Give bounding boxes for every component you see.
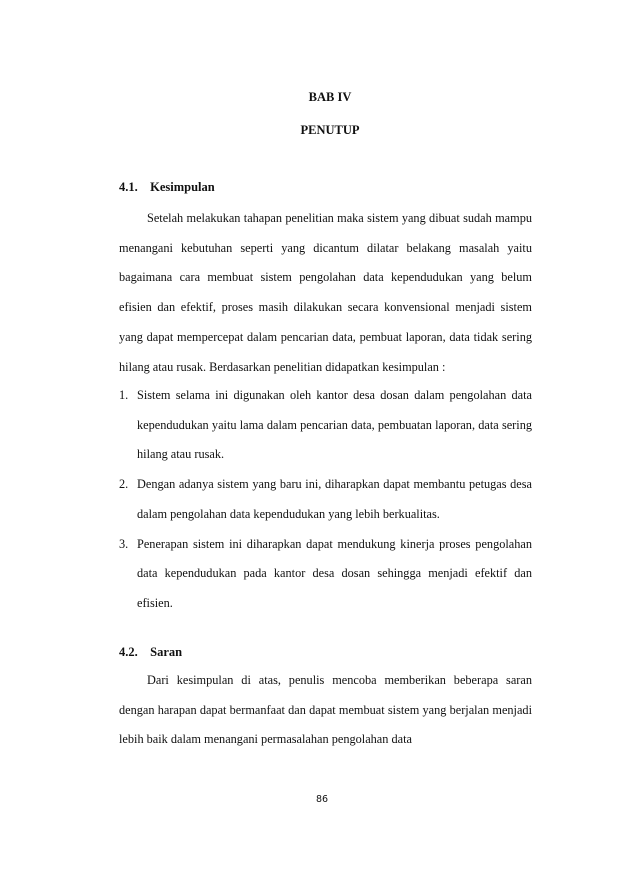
chapter-number: BAB IV — [308, 90, 352, 104]
list-item — [119, 530, 532, 619]
chapter-title: PENUTUP — [300, 123, 360, 137]
list-item — [119, 470, 532, 529]
section-title: Kesimpulan — [150, 180, 215, 194]
list-item — [119, 381, 532, 470]
list-marker: 2. — [119, 477, 129, 492]
saran-paragraph: Dari kesimpulan di atas, penulis mencoba memberikan beberapa saran dengan harapan dapat bermanfaat dan dapat membuat sistem yang berjalan menjadi lebih baik dalam menangani permasalahan pengolahan data — [119, 673, 532, 747]
page-number: 86 — [315, 794, 329, 805]
kesimpulan-list — [119, 381, 532, 619]
section-number: 4.1. — [119, 180, 138, 194]
section-heading-kesimpulan — [119, 180, 215, 195]
section-heading-saran — [119, 645, 182, 660]
kesimpulan-paragraph: Setelah melakukan tahapan penelitian maka sistem yang dibuat sudah mampu menangani kebutuhan seperti yang dicantum dilatar belakang masalah yaitu bagaimana cara membuat sistem pengolahan data kependudukan yang belum efisien dan efektif, proses masih dilakukan secara konvensional menjadi sistem yang dapat mempercepat dalam pencarian data, pembuat laporan, data tidak sering hilang atau rusak. Berdasarkan penelitian didapatkan kesimpulan : — [119, 211, 532, 374]
list-marker: 3. — [119, 536, 129, 551]
section-number: 4.2. — [119, 645, 138, 659]
list-item-text: Dengan adanya sistem yang baru ini, diharapkan dapat membantu petugas desa dalam pengolahan data kependudukan yang lebih berkualitas. — [137, 477, 532, 521]
list-marker: 1. — [119, 388, 129, 402]
list-item-text: Sistem selama ini digunakan oleh kantor desa dosan dalam pengolahan data kependudukan yaitu lama dalam pencarian data, pembuatan laporan, data sering hilang atau rusak. — [137, 388, 532, 462]
section-title: Saran — [150, 645, 183, 659]
list-item-text: Penerapan sistem ini diharapkan dapat mendukung kinerja proses pengolahan data kependudukan pada kantor desa dosan sehingga menjadi efektif dan efisien. — [137, 536, 532, 610]
